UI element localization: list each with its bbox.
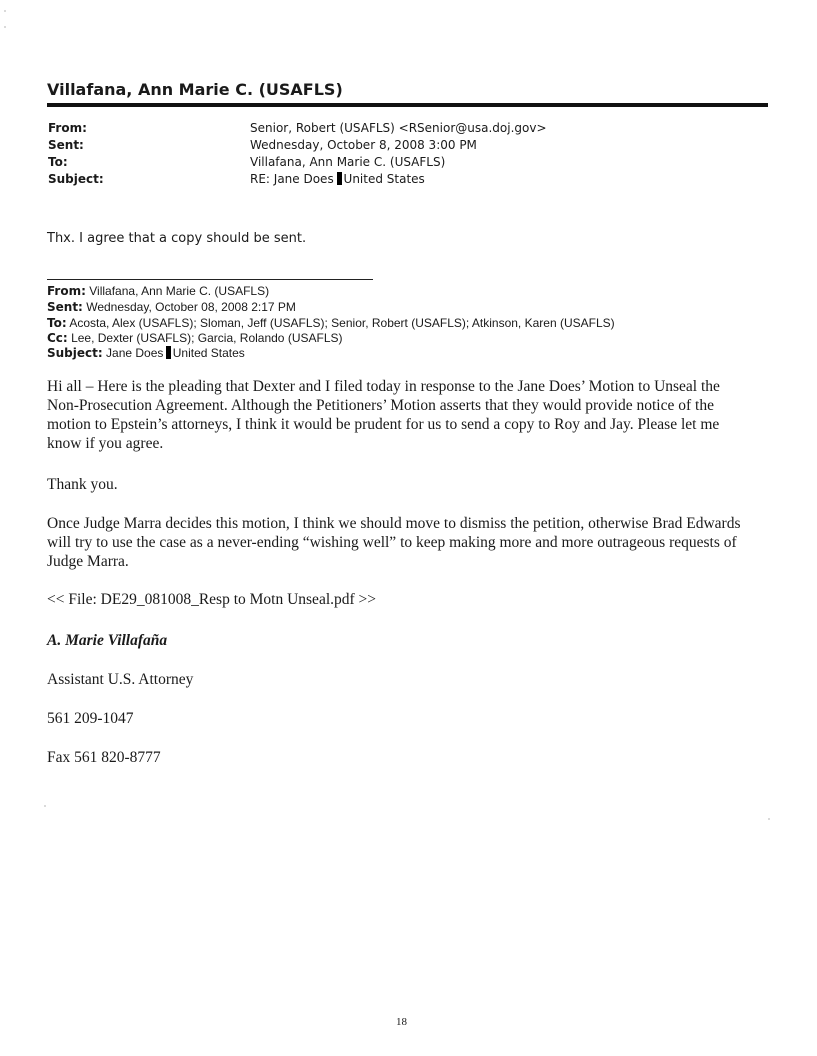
body-paragraph-3: [47, 514, 767, 571]
quoted-subject-prefix: Jane Does: [106, 346, 164, 360]
redaction-mark: [337, 172, 342, 185]
quoted-cc-label: Cc:: [47, 331, 68, 345]
quoted-subject-line: [47, 346, 245, 360]
body-paragraph-2: Thank you.: [47, 476, 118, 493]
quoted-sent-label: Sent:: [47, 300, 83, 314]
reply-from-value: Senior, Robert (USAFLS) <RSenior@usa.doj.gov>: [250, 121, 547, 135]
signature-fax: Fax 561 820-8777: [47, 749, 161, 766]
reply-to-value: Villafana, Ann Marie C. (USAFLS): [250, 155, 446, 169]
quoted-subject-label: Subject:: [47, 346, 103, 360]
scan-speck: [4, 10, 6, 12]
quoted-sent-line: [47, 300, 296, 314]
scan-speck: [4, 26, 6, 28]
body-paragraph-1: [47, 377, 767, 453]
reply-to-label: To:: [48, 155, 68, 169]
reply-subject-label: Subject:: [48, 172, 104, 186]
quoted-to-value: Acosta, Alex (USAFLS); Sloman, Jeff (USAFLS); Senior, Robert (USAFLS); Atkinson, Karen (USAFLS): [69, 316, 615, 330]
scan-speck: [768, 818, 770, 820]
body-line: Judge Marra.: [47, 553, 129, 570]
quoted-sent-value: Wednesday, October 08, 2008 2:17 PM: [86, 300, 296, 314]
reply-sent-label: Sent:: [48, 138, 84, 152]
body-line: motion to Epstein’s attorneys, I think it would be prudent for us to send a copy to Roy and Jay. Please let me: [47, 416, 720, 433]
signature-title: Assistant U.S. Attorney: [47, 671, 194, 688]
header-rule: [47, 103, 768, 107]
signature-phone: 561 209-1047: [47, 710, 134, 727]
page-number: 18: [396, 1016, 407, 1028]
quoted-from-line: [47, 284, 269, 298]
mailbox-owner-title: Villafana, Ann Marie C. (USAFLS): [47, 80, 343, 99]
body-line: know if you agree.: [47, 435, 164, 452]
body-line: will try to use the case as a never-ending “wishing well” to keep making more and more outrageous requests of: [47, 534, 737, 551]
scan-speck: [44, 805, 46, 807]
reply-from-label: From:: [48, 121, 87, 135]
reply-body: Thx. I agree that a copy should be sent.: [47, 231, 307, 246]
quoted-cc-value: Lee, Dexter (USAFLS); Garcia, Rolando (USAFLS): [71, 331, 343, 345]
redaction-mark: [166, 346, 171, 359]
reply-subject-suffix: United States: [343, 172, 425, 186]
quoted-from-value: Villafana, Ann Marie C. (USAFLS): [89, 284, 270, 298]
signature-name: A. Marie Villafaña: [47, 632, 168, 649]
quoted-cc-line: [47, 331, 343, 345]
body-line: Once Judge Marra decides this motion, I think we should move to dismiss the petition, otherwise Brad Edwards: [47, 515, 741, 532]
quote-separator: [47, 279, 373, 280]
quoted-to-label: To:: [47, 316, 67, 330]
quoted-from-label: From:: [47, 284, 86, 298]
attachment-reference: << File: DE29_081008_Resp to Motn Unseal.pdf >>: [47, 591, 377, 608]
reply-sent-value: Wednesday, October 8, 2008 3:00 PM: [250, 138, 477, 152]
reply-subject-prefix: RE: Jane Does: [250, 172, 334, 186]
body-line: Hi all – Here is the pleading that Dexter and I filed today in response to the Jane Does’ Motion to Unseal the: [47, 378, 720, 395]
reply-subject-value: [250, 172, 425, 186]
quoted-to-line: [47, 316, 615, 330]
quoted-subject-suffix: United States: [172, 346, 245, 360]
body-line: Non-Prosecution Agreement. Although the Petitioners’ Motion asserts that they would provide notice of the: [47, 397, 714, 414]
